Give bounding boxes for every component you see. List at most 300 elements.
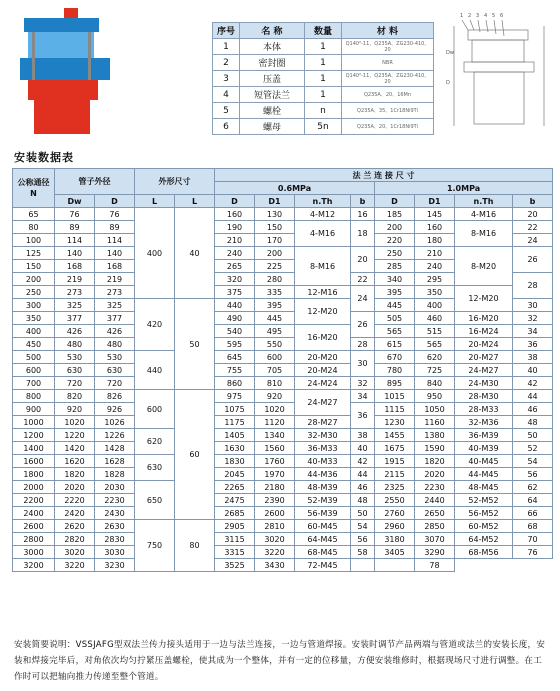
parts-name: 本体 — [240, 39, 305, 55]
cell-b-06: 48 — [351, 494, 375, 507]
cell-nth-10: 28-M33 — [455, 403, 513, 416]
cell-dn: 200 — [13, 273, 55, 286]
cell-D1-06: 495 — [255, 325, 295, 338]
cell-dn: 300 — [13, 299, 55, 312]
cell-D1-10: 725 — [415, 364, 455, 377]
cell-dw: 480 — [55, 338, 95, 351]
cell-dn: 1000 — [13, 416, 55, 429]
table-row — [13, 286, 553, 299]
cell-dn: 700 — [13, 377, 55, 390]
cell-dn: 65 — [13, 208, 55, 221]
header-pipe: 管子外径 — [55, 169, 135, 195]
cell-D1-06: 170 — [255, 234, 295, 247]
cell-b-10: 78 — [415, 559, 455, 572]
cell-dn: 2000 — [13, 481, 55, 494]
cell-dw: 1620 — [55, 455, 95, 468]
cell-D1-10: 180 — [415, 234, 455, 247]
cell-dw: 630 — [55, 364, 95, 377]
cell-d: 168 — [95, 260, 135, 273]
cell-b-10: 46 — [513, 403, 553, 416]
cell-nth-06: 4-M16 — [295, 221, 351, 247]
parts-material: Q140⁰-11、Q235A、ZG230-410、20 — [342, 39, 434, 55]
cell-b-10: 32 — [513, 312, 553, 325]
cell-D1-10: 1050 — [415, 403, 455, 416]
cell-dn: 250 — [13, 286, 55, 299]
cell-dw: 1820 — [55, 468, 95, 481]
cell-D1-06: 1020 — [255, 403, 295, 416]
cell-D-06: 190 — [215, 221, 255, 234]
cell-dn: 350 — [13, 312, 55, 325]
cell-b-06: 42 — [351, 455, 375, 468]
cell-b-06: 56 — [351, 533, 375, 546]
cell-b-10: 54 — [513, 455, 553, 468]
parts-header-row — [213, 23, 434, 39]
cell-D1-06: 335 — [255, 286, 295, 299]
cell-dw: 2020 — [55, 481, 95, 494]
cell-nth-06: 44-M36 — [295, 468, 351, 481]
cell-nth-10: 44-M45 — [455, 468, 513, 481]
cell-nth-10: 60-M52 — [455, 520, 513, 533]
cell-dw: 2620 — [55, 520, 95, 533]
cell-D-06: 3115 — [215, 533, 255, 546]
cell-D1-06: 2390 — [255, 494, 295, 507]
cell-b-06: 54 — [351, 520, 375, 533]
cell-D-10: 200 — [375, 221, 415, 234]
drawing-mark: D — [446, 80, 450, 86]
cell-D1-06: 2600 — [255, 507, 295, 520]
cell-d: 530 — [95, 351, 135, 364]
cell-d: 273 — [95, 286, 135, 299]
cell-D1-06: 1560 — [255, 442, 295, 455]
cell-D-10: 615 — [375, 338, 415, 351]
parts-material: Q235A、20、16Mn — [342, 87, 434, 103]
table-row — [13, 468, 553, 481]
cell-dn: 125 — [13, 247, 55, 260]
cell-D-06: 210 — [215, 234, 255, 247]
cell-D1-06: 200 — [255, 247, 295, 260]
cell-d: 89 — [95, 221, 135, 234]
cell-l1: 750 — [135, 520, 175, 572]
cell-D-10: 1230 — [375, 416, 415, 429]
cell-D-10: 340 — [375, 273, 415, 286]
table-row — [13, 208, 553, 221]
table-row — [13, 312, 553, 325]
cell-b-10: 36 — [513, 338, 553, 351]
cell-b-06: 18 — [351, 221, 375, 247]
cell-b-10: 24 — [513, 234, 553, 247]
cell-d: 1226 — [95, 429, 135, 442]
cell-d: 2830 — [95, 533, 135, 546]
cell-D1-06: 550 — [255, 338, 295, 351]
cell-dw: 1420 — [55, 442, 95, 455]
cell-D-06: 2685 — [215, 507, 255, 520]
cell-D1-10: 145 — [415, 208, 455, 221]
cell-dw: 1020 — [55, 416, 95, 429]
cell-D1-10: 1820 — [415, 455, 455, 468]
cell-d: 3230 — [95, 559, 135, 572]
cell-nth-10: 24-M30 — [455, 377, 513, 390]
cell-dw: 2420 — [55, 507, 95, 520]
drawing-callout: 4 — [484, 13, 488, 19]
cell-nth-10: 56-M52 — [455, 507, 513, 520]
parts-no: 5 — [213, 103, 240, 119]
cell-dw: 219 — [55, 273, 95, 286]
cell-d: 926 — [95, 403, 135, 416]
table-row — [13, 416, 553, 429]
cell-b-06: 44 — [351, 468, 375, 481]
cell-d: 2430 — [95, 507, 135, 520]
cell-b-10: 56 — [513, 468, 553, 481]
cell-nth-06: 64-M45 — [295, 533, 351, 546]
cell-l2: 80 — [175, 520, 215, 572]
cell-b-06: 30 — [351, 351, 375, 377]
cell-nth-06: 40-M33 — [295, 455, 351, 468]
cell-D-06: 1175 — [215, 416, 255, 429]
cell-b-10: 66 — [513, 507, 553, 520]
parts-header-no: 序号 — [213, 23, 240, 39]
cell-D1-10: 3070 — [415, 533, 455, 546]
parts-table — [212, 22, 434, 135]
header-l1: L — [135, 195, 175, 208]
cell-D1-10: 2230 — [415, 481, 455, 494]
header-D1-06: D1 — [255, 195, 295, 208]
cell-nth-10: 20-M24 — [455, 338, 513, 351]
cell-D-10: 1915 — [375, 455, 415, 468]
cell-D-06: 595 — [215, 338, 255, 351]
drawing-mark: Dw — [446, 50, 454, 56]
cell-dw: 377 — [55, 312, 95, 325]
table-row — [13, 403, 553, 416]
cell-dn: 500 — [13, 351, 55, 364]
cell-d: 480 — [95, 338, 135, 351]
cell-dn: 1600 — [13, 455, 55, 468]
parts-material: Q235A、35、1Cr18Ni9Ti — [342, 103, 434, 119]
table-row — [13, 494, 553, 507]
cell-l2: 50 — [175, 299, 215, 390]
header-D1-10: D1 — [415, 195, 455, 208]
cell-D-06: 1630 — [215, 442, 255, 455]
cell-D-10: 3180 — [375, 533, 415, 546]
cell-nth-06: 48-M39 — [295, 481, 351, 494]
header-06mpa: 0.6MPa — [215, 182, 375, 195]
cell-b-10: 28 — [513, 273, 553, 299]
cell-D1-06: 1120 — [255, 416, 295, 429]
cell-dn: 450 — [13, 338, 55, 351]
cell-b-06: 50 — [351, 507, 375, 520]
cell-D-10: 250 — [375, 247, 415, 260]
cell-D1-10: 1380 — [415, 429, 455, 442]
cell-nth-06: 56-M39 — [295, 507, 351, 520]
cell-D-10: 185 — [375, 208, 415, 221]
cell-D-10: 3405 — [375, 546, 415, 559]
cell-D-10: 445 — [375, 299, 415, 312]
header-flange: 法 兰 连 接 尺 寸 — [215, 169, 553, 182]
cell-d: 325 — [95, 299, 135, 312]
cell-D1-06: 280 — [255, 273, 295, 286]
cell-nth-10: 8-M20 — [455, 247, 513, 286]
table-row — [13, 325, 553, 338]
parts-no: 6 — [213, 119, 240, 135]
cell-D-10: 1015 — [375, 390, 415, 403]
cell-dn: 2200 — [13, 494, 55, 507]
cell-b-06: 40 — [351, 442, 375, 455]
cell-b-10: 34 — [513, 325, 553, 338]
cell-dw: 820 — [55, 390, 95, 403]
cell-D-06: 2265 — [215, 481, 255, 494]
cell-D-10: 2960 — [375, 520, 415, 533]
cell-d: 2030 — [95, 481, 135, 494]
cell-D1-06: 705 — [255, 364, 295, 377]
cell-b-10: 70 — [513, 533, 553, 546]
parts-row — [213, 71, 434, 87]
cell-D-06: 1830 — [215, 455, 255, 468]
cell-nth-06: 28-M27 — [295, 416, 351, 429]
cell-nth-10: 12-M20 — [455, 286, 513, 312]
cell-D-06: 1405 — [215, 429, 255, 442]
table-row — [13, 442, 553, 455]
cell-d: 219 — [95, 273, 135, 286]
cell-D-06: 240 — [215, 247, 255, 260]
cell-D-06: 320 — [215, 273, 255, 286]
cell-D-10: 2325 — [375, 481, 415, 494]
table-row — [13, 533, 553, 546]
drawing-callout: 3 — [476, 13, 480, 19]
cell-D-10 — [351, 559, 375, 572]
drawing-callout: 6 — [500, 13, 504, 19]
parts-name: 短管法兰 — [240, 87, 305, 103]
header-row-3 — [13, 195, 553, 208]
cell-l1: 420 — [135, 299, 175, 351]
header-D-10: D — [375, 195, 415, 208]
parts-qty: n — [305, 103, 342, 119]
cell-D1-10: 460 — [415, 312, 455, 325]
cell-b-10: 62 — [513, 481, 553, 494]
cell-nth-06: 52-M39 — [295, 494, 351, 507]
cell-d: 140 — [95, 247, 135, 260]
cell-d: 826 — [95, 390, 135, 403]
cell-nth-10: 16-M24 — [455, 325, 513, 338]
cell-D-10: 1115 — [375, 403, 415, 416]
cell-D-10: 395 — [375, 286, 415, 299]
cell-dn: 400 — [13, 325, 55, 338]
parts-qty: 1 — [305, 39, 342, 55]
cell-D1-06: 920 — [255, 390, 295, 403]
header-dn: 公称通径 N — [13, 169, 55, 208]
cell-nth-06: 68-M45 — [295, 546, 351, 559]
cell-b-10: 68 — [513, 520, 553, 533]
cell-b-06: 20 — [351, 247, 375, 273]
cell-D1-10: 1590 — [415, 442, 455, 455]
cell-nth-06: 36-M33 — [295, 442, 351, 455]
cell-l2: 40 — [175, 208, 215, 299]
cell-b-10: 52 — [513, 442, 553, 455]
cell-D1-10: 3290 — [415, 546, 455, 559]
cell-dn: 1200 — [13, 429, 55, 442]
cell-D1-06: 150 — [255, 221, 295, 234]
cell-nth-10: 24-M27 — [455, 364, 513, 377]
cell-dn: 80 — [13, 221, 55, 234]
drawing-callout: 5 — [492, 13, 496, 19]
cell-D-10: 565 — [375, 325, 415, 338]
cell-dw: 530 — [55, 351, 95, 364]
cell-b-06: 46 — [351, 481, 375, 494]
cell-D1-06: 810 — [255, 377, 295, 390]
cell-D-10: 895 — [375, 377, 415, 390]
parts-header-material: 材 料 — [342, 23, 434, 39]
drawing-callout: 1 — [460, 13, 464, 19]
cell-dn: 100 — [13, 234, 55, 247]
cell-b-06: 36 — [351, 403, 375, 429]
table-row — [13, 520, 553, 533]
cell-D-06: 3525 — [215, 559, 255, 572]
parts-qty: 1 — [305, 71, 342, 87]
cell-D-06: 3315 — [215, 546, 255, 559]
cell-D-06: 375 — [215, 286, 255, 299]
cell-D1-10: 620 — [415, 351, 455, 364]
header-d: D — [95, 195, 135, 208]
header-nth-10: n.Th — [455, 195, 513, 208]
cell-d: 1026 — [95, 416, 135, 429]
cell-b-10: 50 — [513, 429, 553, 442]
table-row — [13, 429, 553, 442]
cell-dw: 273 — [55, 286, 95, 299]
cell-D1-10: 400 — [415, 299, 455, 312]
cell-nth-10: 64-M52 — [455, 533, 513, 546]
header-D-06: D — [215, 195, 255, 208]
parts-no: 2 — [213, 55, 240, 71]
cell-b-10: 48 — [513, 416, 553, 429]
cell-D1-06: 2180 — [255, 481, 295, 494]
table-row — [13, 247, 553, 260]
table-row — [13, 364, 553, 377]
parts-row — [213, 55, 434, 71]
cell-D-10: 2760 — [375, 507, 415, 520]
parts-name: 螺栓 — [240, 103, 305, 119]
cell-b-06: 26 — [351, 312, 375, 338]
cell-nth-06: 4-M12 — [295, 208, 351, 221]
cell-nth-10: 68-M56 — [455, 546, 513, 559]
cell-d: 1828 — [95, 468, 135, 481]
parts-qty: 1 — [305, 55, 342, 71]
product-image — [14, 8, 192, 136]
cell-l1: 630 — [135, 455, 175, 481]
parts-name: 螺母 — [240, 119, 305, 135]
cell-b-06: 22 — [351, 273, 375, 286]
cell-D-06: 645 — [215, 351, 255, 364]
cell-l1: 600 — [135, 390, 175, 429]
cell-dw: 3220 — [55, 559, 95, 572]
cell-D-10: 670 — [375, 351, 415, 364]
cell-b-10: 30 — [513, 299, 553, 312]
cell-dw: 3020 — [55, 546, 95, 559]
cell-d: 114 — [95, 234, 135, 247]
cell-dw: 720 — [55, 377, 95, 390]
cell-D1-10: 2440 — [415, 494, 455, 507]
cell-D-06: 540 — [215, 325, 255, 338]
cell-b-10: 20 — [513, 208, 553, 221]
header-dim: 外形尺寸 — [135, 169, 215, 195]
cell-D-10: 505 — [375, 312, 415, 325]
cell-nth-10: 16-M20 — [455, 312, 513, 325]
cell-d: 426 — [95, 325, 135, 338]
cell-D1-06: 395 — [255, 299, 295, 312]
cell-nth-10: 28-M30 — [455, 390, 513, 403]
header-row-1 — [13, 169, 553, 182]
table-row — [13, 351, 553, 364]
cell-D1-10: 950 — [415, 390, 455, 403]
cell-dn: 1400 — [13, 442, 55, 455]
cell-D-06: 2045 — [215, 468, 255, 481]
cell-D-10: 780 — [375, 364, 415, 377]
header-l2: L — [175, 195, 215, 208]
cell-D1-06: 600 — [255, 351, 295, 364]
cell-dn: 2400 — [13, 507, 55, 520]
cell-b-10: 76 — [513, 546, 553, 559]
cell-D1-06: 1760 — [255, 455, 295, 468]
cell-nth-10: 40-M39 — [455, 442, 513, 455]
cell-d: 720 — [95, 377, 135, 390]
cell-D-10: 2115 — [375, 468, 415, 481]
cell-dw: 89 — [55, 221, 95, 234]
cell-d: 76 — [95, 208, 135, 221]
cell-nth-10: 36-M39 — [455, 429, 513, 442]
parts-no: 4 — [213, 87, 240, 103]
cell-dw: 920 — [55, 403, 95, 416]
technical-drawing — [444, 6, 556, 134]
cell-dw: 325 — [55, 299, 95, 312]
cell-l2: 60 — [175, 390, 215, 520]
cell-D1-06: 2810 — [255, 520, 295, 533]
cell-nth-06: 24-M27 — [295, 390, 351, 416]
cell-dw: 168 — [55, 260, 95, 273]
cell-D1-10: 2850 — [415, 520, 455, 533]
parts-no: 1 — [213, 39, 240, 55]
cell-D1-06: 3020 — [255, 533, 295, 546]
header-10mpa: 1.0MPa — [375, 182, 553, 195]
cell-d: 1628 — [95, 455, 135, 468]
cell-d: 3030 — [95, 546, 135, 559]
cell-D1-06: 3430 — [255, 559, 295, 572]
cell-b-06: 58 — [351, 546, 375, 559]
cell-b-10: 22 — [513, 221, 553, 234]
cell-dn: 2800 — [13, 533, 55, 546]
parts-material: Q140⁰-11、Q235A、ZG230-410、20 — [342, 71, 434, 87]
cell-nth-06: 20-M20 — [295, 351, 351, 364]
cell-d: 1428 — [95, 442, 135, 455]
cell-D-06: 160 — [215, 208, 255, 221]
cell-dn: 3000 — [13, 546, 55, 559]
parts-row — [213, 119, 434, 135]
cell-D-10: 285 — [375, 260, 415, 273]
table-row — [13, 559, 553, 572]
cell-nth-06: 32-M30 — [295, 429, 351, 442]
cell-D1-10: 2020 — [415, 468, 455, 481]
cell-d: 377 — [95, 312, 135, 325]
cell-b-10: 38 — [513, 351, 553, 364]
cell-dw: 140 — [55, 247, 95, 260]
cell-nth-10: 32-M36 — [455, 416, 513, 429]
cell-dw: 426 — [55, 325, 95, 338]
install-data-table — [12, 168, 553, 572]
header-nth-06: n.Th — [295, 195, 351, 208]
install-note: 安装简要说明：VSSJAFG型双法兰传力接头适用于一边与法兰连接，一边与管道焊接。安装时调节产品两端与管道或法兰的安装长度，安装和焊接完毕后，对角依次均匀拧紧压盖螺栓，使其成为一个整体，并有一定的位移量，方便安装维修时，根据现场尺寸进行调整。在工作时可以把轴向推力传递至整个管道。 — [14, 640, 546, 682]
cell-b-10: 42 — [513, 377, 553, 390]
cell-nth-06: 12-M20 — [295, 299, 351, 325]
cell-dn: 600 — [13, 364, 55, 377]
cell-D1-10: 160 — [415, 221, 455, 234]
cell-nth-10: 40-M45 — [455, 455, 513, 468]
cell-l1: 620 — [135, 429, 175, 455]
